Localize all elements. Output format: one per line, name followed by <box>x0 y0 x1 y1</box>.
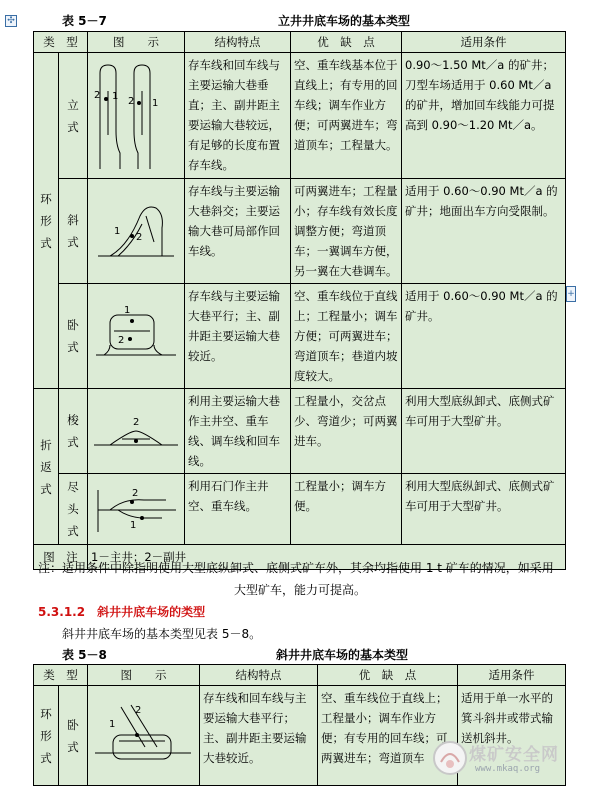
structure-cell: 存车线与主要运输大巷平行；主、副井距主要运输大巷较近。 <box>185 284 291 389</box>
table-move-handle[interactable]: ✣ <box>5 15 17 27</box>
fig-label: 2 <box>118 335 125 346</box>
structure-cell: 存车线和回车线与主要运输大巷垂直；主、副井距主要运输大巷较远，有足够的长度布置存车线。 <box>185 53 291 179</box>
pros-cons-cell: 空、重车线位于直线上；工程量小；调车作业方便；有专用的回车线；可两翼进车；弯道顶车 <box>318 686 458 786</box>
subtype-cell: 梭式 <box>59 389 88 474</box>
fig-label: 1 <box>112 90 119 102</box>
conditions-cell: 利用大型底纵卸式、底侧式矿车可用于大型矿井。 <box>402 474 566 545</box>
header-structure: 结构特点 <box>200 665 318 686</box>
pros-cons-cell: 工程量小，交岔点少、弯道少；可两翼进车。 <box>291 389 402 474</box>
table-row <box>34 389 566 474</box>
table1-header-row <box>34 32 566 53</box>
header-pros-cons: 优 缺 点 <box>318 665 458 686</box>
structure-cell: 利用主要运输大巷作主井空、重车线、调车线和回车线。 <box>185 389 291 474</box>
watermark-emblem-icon <box>431 738 469 778</box>
table-row <box>34 53 566 179</box>
table1-label: 表 5－7 <box>62 14 107 28</box>
watermark-brand: 煤矿安全网 <box>469 745 559 765</box>
legend-label: 图 注 <box>34 545 88 570</box>
table-row <box>34 179 566 284</box>
conditions-cell: 0.90～1.50 Mt／a 的矿井；刀型车场适用于 0.60 Mt／a 的矿井，增加回车线能力可提高到 0.90～1.20 Mt／a。 <box>402 53 566 179</box>
structure-cell: 利用石门作主井空、重车线。 <box>185 474 291 545</box>
diagram-jintoushi <box>88 474 185 545</box>
table-row <box>34 284 566 389</box>
watermark-url: www.mkaq.org <box>475 764 541 774</box>
pros-cons-cell: 可两翼进车；工程量小；存车线有效长度调整方便；弯道顶车；一翼调车方便，另一翼在大巷调车。 <box>291 179 402 284</box>
subtype-cell: 卧式 <box>59 686 88 786</box>
fig-label: 2 <box>94 89 101 101</box>
header-figure: 图 示 <box>88 32 185 53</box>
conditions-cell: 适用于 0.60～0.90 Mt／a 的矿井。 <box>402 284 566 389</box>
table1-title: 立井井底车场的基本类型 <box>278 14 411 28</box>
header-figure: 图 示 <box>88 665 200 686</box>
conditions-cell: 适用于 0.60～0.90 Mt／a 的矿井；地面出车方向受限制。 <box>402 179 566 284</box>
watermark-logo <box>431 738 581 782</box>
diagram-suoshi <box>88 389 185 474</box>
subtype-cell: 卧式 <box>59 284 88 389</box>
table-row <box>34 474 566 545</box>
section-heading: 5.3.1.2 斜井井底车场的类型 <box>38 605 206 619</box>
table1 <box>33 31 566 570</box>
group-huanxing: 环形式 <box>34 686 59 786</box>
diagram-xieshi <box>88 179 185 284</box>
header-conditions: 适用条件 <box>402 32 566 53</box>
diagram-woshi <box>88 284 185 389</box>
table-note-line1: 注：适用条件中除指明使用大型底纵卸式、底侧式矿车外，其余均指使用 1 t 矿车的情况，如采用 <box>38 561 554 575</box>
body-paragraph: 斜井井底车场的基本类型见表 5－8。 <box>62 627 262 641</box>
table2-title: 斜井井底车场的基本类型 <box>276 648 409 662</box>
table2-header-row <box>34 665 566 686</box>
legend-text: 1－主井；2－副井 <box>88 545 566 570</box>
fig-label: 2 <box>134 704 141 716</box>
conditions-cell: 利用大型底纵卸式、底侧式矿车可用于大型矿井。 <box>402 389 566 474</box>
pros-cons-cell: 工程量小；调车方便。 <box>291 474 402 545</box>
fig-label: 1 <box>114 226 121 237</box>
header-pros-cons: 优 缺 点 <box>291 32 402 53</box>
header-structure: 结构特点 <box>185 32 291 53</box>
conditions-cell: 适用于单一水平的箕斗斜井或带式输送机斜井。 <box>458 686 566 786</box>
structure-cell: 存车线和回车线与主要运输大巷平行；主、副井距主要运输大巷较近。 <box>200 686 318 786</box>
subtype-cell: 斜式 <box>59 179 88 284</box>
table-resize-handle[interactable]: + <box>566 286 576 302</box>
fig-label: 1 <box>152 97 159 109</box>
pros-cons-cell: 空、重车线位于直线上；工程量小；调车方便；可两翼进车；弯道顶车；巷道内坡度较大。 <box>291 284 402 389</box>
fig-label: 2 <box>132 488 139 499</box>
fig-label: 1 <box>108 718 115 730</box>
header-conditions: 适用条件 <box>458 665 566 686</box>
structure-cell: 存车线与主要运输大巷斜交；主要运输大巷可局部作回车线。 <box>185 179 291 284</box>
subtype-cell: 尽头式 <box>59 474 88 545</box>
fig-label: 2 <box>136 232 143 243</box>
diagram-lishi <box>88 53 185 179</box>
fig-label: 1 <box>130 520 137 531</box>
header-type: 类 型 <box>34 665 88 686</box>
header-type: 类 型 <box>34 32 88 53</box>
fig-label: 1 <box>124 305 131 316</box>
fig-label: 2 <box>133 417 140 428</box>
table-note-line2: 大型矿车，能力可提高。 <box>234 583 367 597</box>
diagram-incline-woshi <box>88 686 200 786</box>
group-huanxing: 环形式 <box>34 53 59 389</box>
group-zhefan: 折返式 <box>34 389 59 545</box>
fig-label: 2 <box>128 95 135 107</box>
subtype-cell: 立式 <box>59 53 88 179</box>
table2-label: 表 5－8 <box>62 648 107 662</box>
pros-cons-cell: 空、重车线基本位于直线上；有专用的回车线；调车作业方便；可两翼进车；弯道顶车；工程量大。 <box>291 53 402 179</box>
